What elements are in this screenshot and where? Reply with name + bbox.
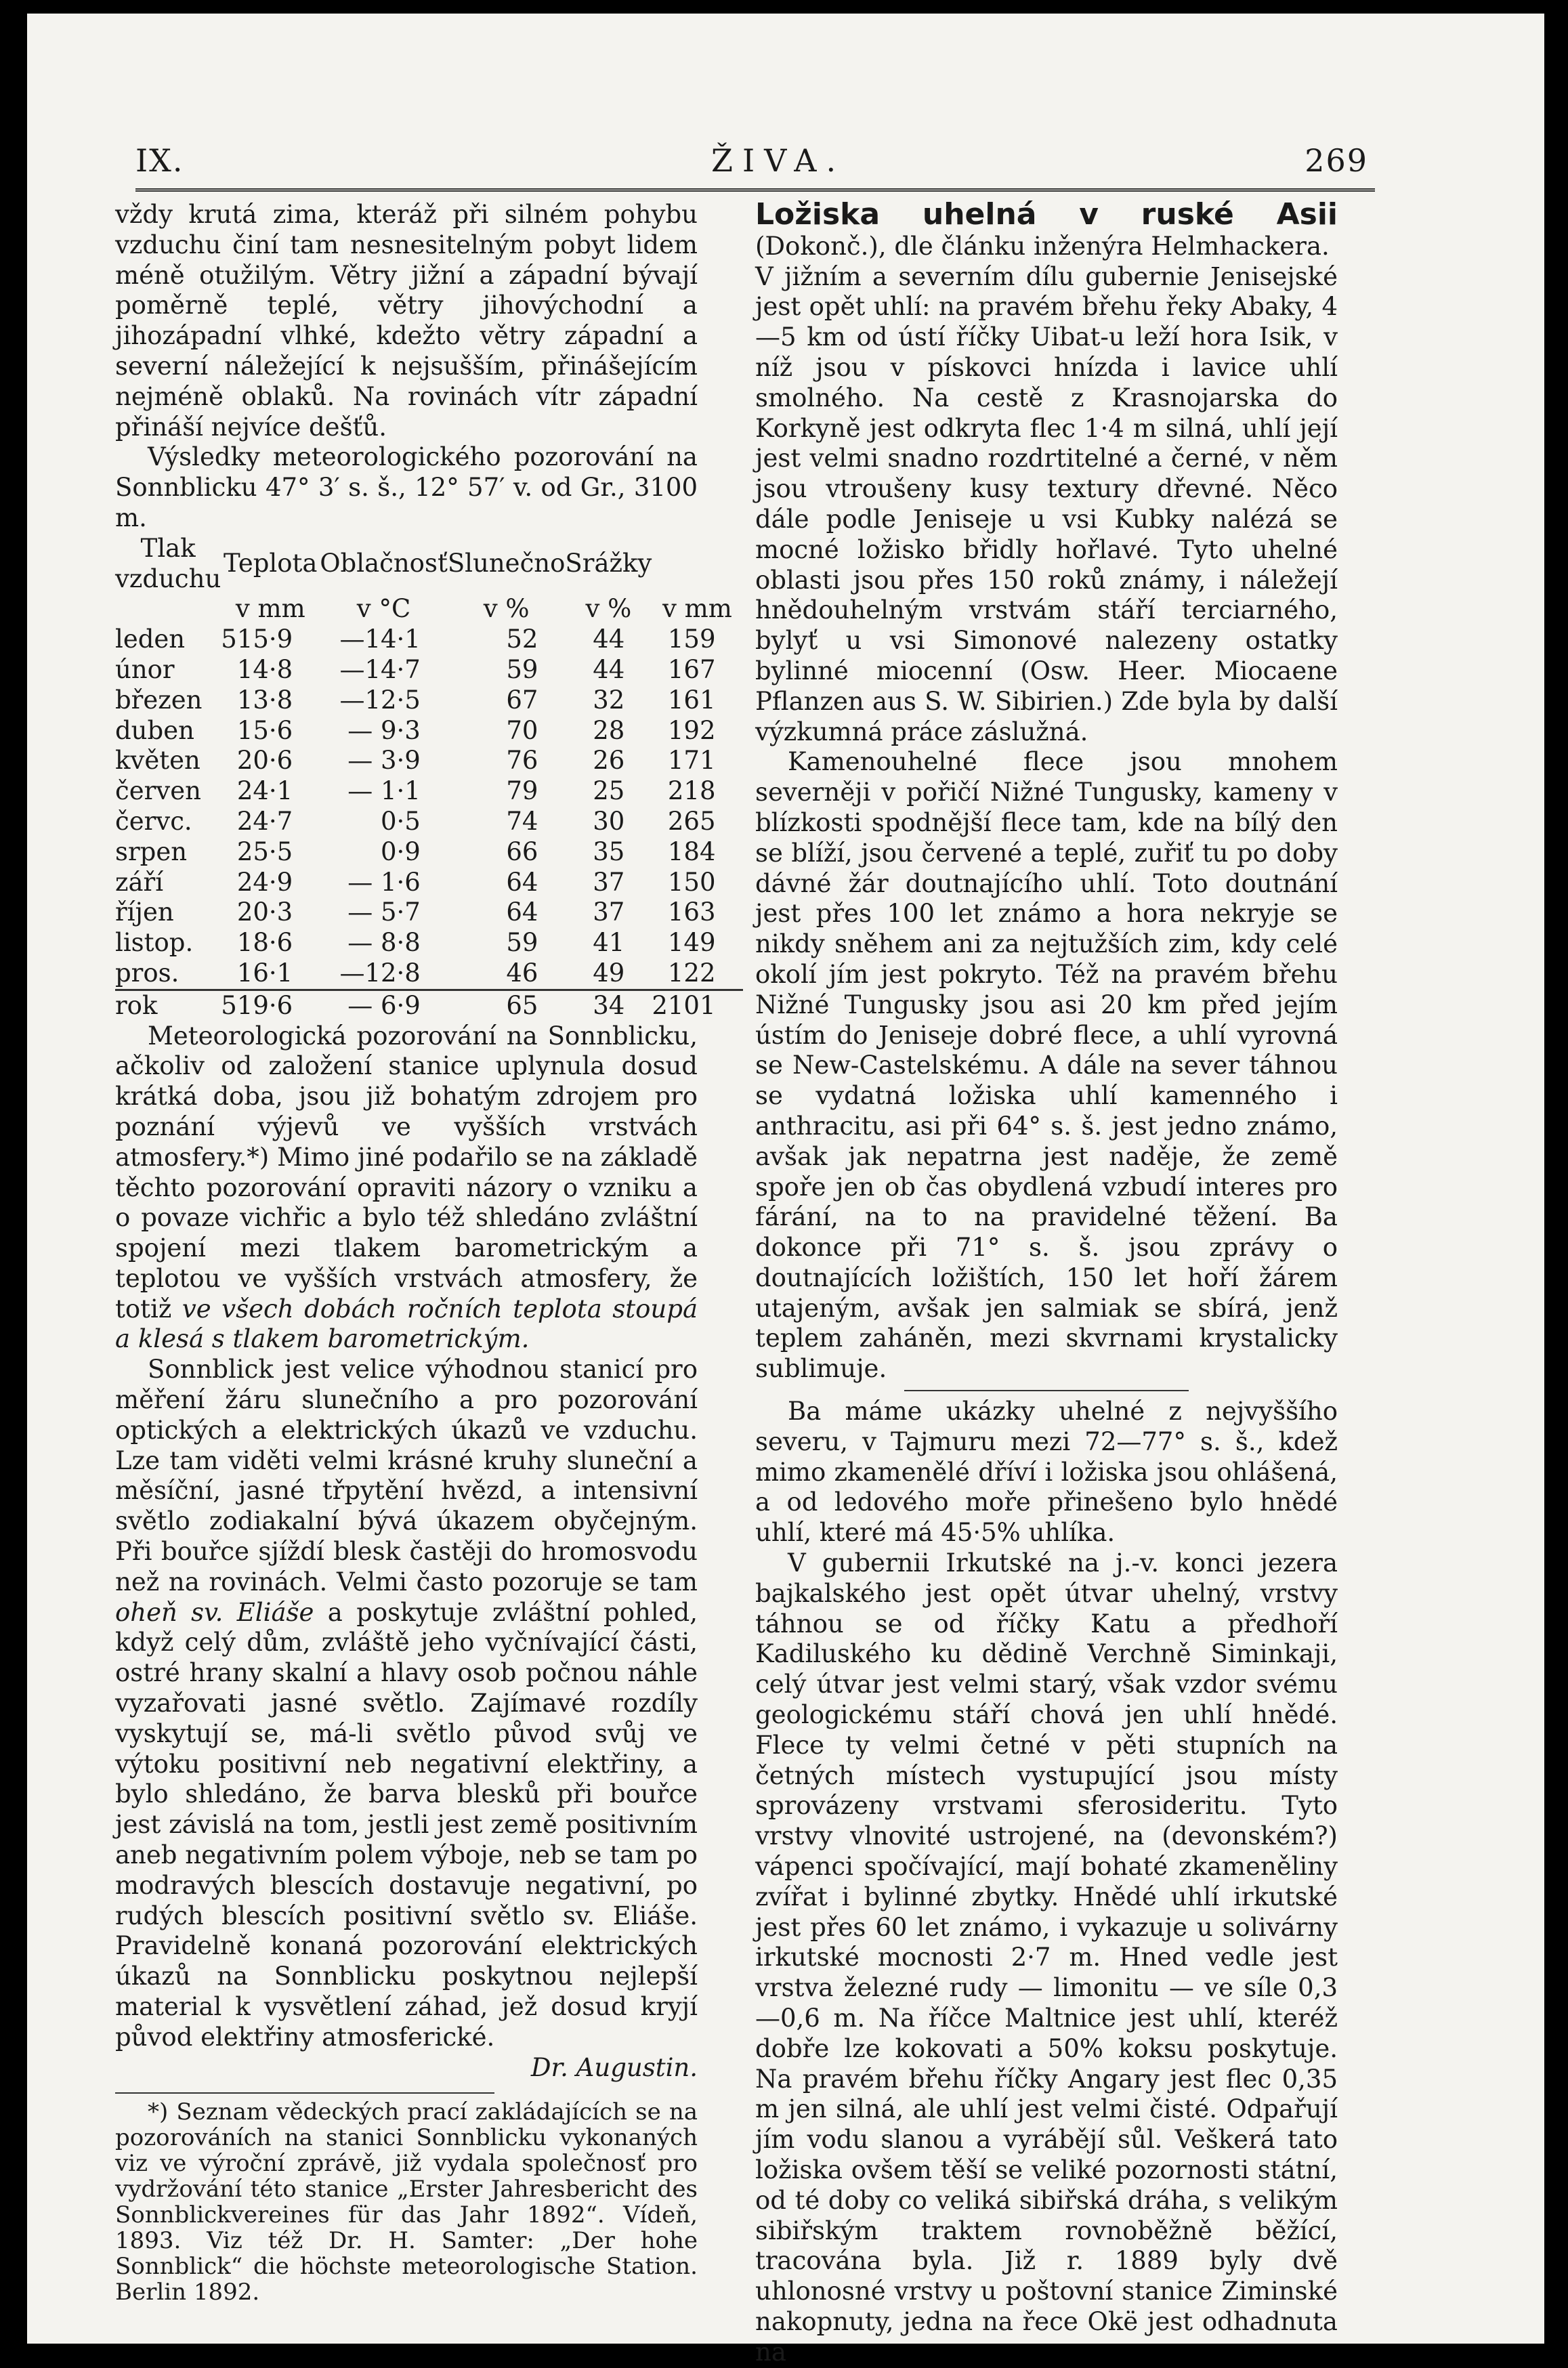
table-cell: 66 [506, 837, 538, 866]
table-cell: 0·9 [380, 837, 421, 866]
paragraph: vždy krutá zima, kteráž při silném pohybu vzduchu činí tam nesnesitelným pobyt lidem méně otužilým. Větry jižní a západní bývají poměrně teplé, větry jihovýchodní a jihozápadní vlhké, kdežto větry západní a severní náležející k nejsušším, přinášejícím nejméně oblaků. Na rovinách vítr západní přináší nejvíce dešťů. [115, 200, 698, 442]
table-cell: — 6·9 [320, 990, 448, 1021]
table-row [115, 807, 743, 837]
right-column [755, 197, 1338, 2368]
table-row [115, 655, 743, 685]
section-rule [904, 1390, 1189, 1391]
text-run: a poskytuje zvláštní pohled, když celý dům, zvláště jeho vyčnívající části, ostré hrany skalní a hlavy osob počnou náhle vyzařovati jasné světlo. Zajímavé rozdíly vyskytují se, má-li světlo původ svůj ve výtoku positivní neb negativní elektřiny, a bylo shledáno, že barva blesků při bouřce jest závislá na tom, jestli jest země positivním aneb negativním polem výboje, neb se tam po modravých blescích dostavuje negativní, po rudých blescích positivní světlo sv. Eliáše. Pravidelně konaná pozorování elektrických úkazů na Sonnblicku poskytnou nejlepší material k vysvětlení záhad, jež dosud kryjí původ elektřiny atmosferické. [115, 1597, 698, 2052]
table-header-row [115, 534, 743, 595]
table-cell: —12·8 [339, 958, 421, 988]
paragraph: Ba máme ukázky uhelné z nejvyššího severu, v Tajmuru mezi 72—77° s. š., kdež mimo zkamenělé dříví i ložiska jsou ohlášená, a od ledového moře přinešeno bylo hnědé uhlí, které má 45·5% uhlíka. [755, 1397, 1338, 1548]
table-cell: 515·9 [221, 625, 293, 654]
table-cell: 171 [667, 746, 716, 776]
author-signature: Dr. Augustin. [530, 2052, 698, 2082]
table-caption: Výsledky meteorologického pozorování na Sonnblicku 47° 3′ s. š., 12° 57′ v. od Gr., 3100 m. [115, 442, 698, 532]
table-cell: 28 [593, 715, 625, 745]
table-cell: rok [115, 990, 221, 1021]
journal-title: ŽIVA. [711, 142, 846, 179]
table-cell: 64 [506, 867, 538, 897]
header-rule [135, 188, 1375, 192]
table-header: Srážky [565, 549, 652, 578]
table-cell: 70 [506, 715, 538, 745]
footnote: *) Seznam vědeckých prací zakládajících se na pozorováních na stanici Sonnblicku vykonaných viz ve výroční zprávě, již vydala společnosť pro vydržování této stanice „Erster Jahresbericht des Sonnblickvereines für das Jahr 1892“. Vídeň, 1893. Viz též Dr. H. Samter: „Der hohe Sonnblick“ die höchste meteorologische Station. Berlin 1892. [115, 2098, 698, 2306]
unit-cell: v mm [662, 594, 732, 624]
table-header: Tlak vzduchu [115, 533, 221, 593]
table-cell: 59 [506, 928, 538, 958]
table-cell: 163 [667, 897, 716, 927]
table-cell: 16·1 [236, 958, 293, 988]
table-cell: — 1·6 [347, 867, 421, 897]
table-cell: červc. [115, 806, 192, 836]
paragraph: V jižním a severním dílu gubernie Jenisejské jest opět uhlí: na pravém břehu řeky Abaky, 4—5 km od ústí říčky Uibat-u leží hora Isik, v níž jsou v pískovci hnízda i lavice uhlí smolného. Na cestě z Krasnojarska do Korkyně jest odkryta flec 1·4 m silná, uhlí její jest velmi snadno rozdrtitelné a černé, v něm jsou vtroušeny kusy textury dřevné. Něco dále podle Jeniseje u vsi Kubky nalézá se mocné ložisko břidly hořlavé. Tyto uhelné oblasti jsou přes 150 roků známy, i náležejí hnědouhelným vrstvám stáří terciarného, bylyť u vsi Simonové nalezeny ostatky bylinné miocenní (Osw. Heer. Miocaene Pflanzen aus S. W. Sibirien.) Zde byla by další výzkumná práce záslužná. [755, 261, 1338, 746]
table-row [115, 776, 743, 807]
article-subtitle: (Dokonč.), dle článku inženýra Helmhackera. [755, 231, 1330, 261]
table-cell: 76 [506, 746, 538, 776]
table-row [115, 897, 743, 928]
table-cell: 41 [593, 928, 625, 958]
table-cell: 25·5 [236, 837, 293, 866]
table-cell: 218 [667, 776, 716, 806]
table-cell: listop. [115, 928, 194, 958]
table-row [115, 868, 743, 898]
table-cell: duben [115, 715, 194, 745]
table-row [115, 928, 743, 958]
table-cell: pros. [115, 958, 179, 988]
table-cell: únor [115, 654, 175, 684]
table-cell: březen [115, 685, 203, 715]
table-row [115, 958, 743, 990]
table-header: Oblačnosť [320, 549, 448, 578]
table-cell: 37 [593, 897, 625, 927]
table-cell: leden [115, 625, 186, 654]
table-cell: 59 [506, 654, 538, 684]
table-cell: 34 [565, 990, 652, 1021]
table-header: Slunečno [447, 549, 566, 578]
table-cell: září [115, 867, 164, 897]
table-cell: 35 [593, 837, 625, 866]
paragraph: Kamenouhelné flece jsou mnohem severněji v pořičí Nižné Tungusky, kameny v blízkosti spodnější flece tam, kde na bílý den se blíží, jsou červené a teplé, zuřiť tu po doby dávné žár doutnajícího uhlí. Toto doutnání jest přes 100 let známo a hora nekryje se nikdy sněhem ani za nejtužších zim, kdy celé okolí jím jest pokryto. Též na pravém břehu Nižné Tungusky jsou asi 20 km před jejím ústím do Jeniseje dobré flece, a uhlí vyrovná se New-Castelskému. A dále na sever táhnou se vydatná ložiska uhlí kamenného i anthracitu, asi při 64° s. š. jest jedno známo, avšak jak nepatrna jest naděje, že země spoře jen ob čas obydlená vzbudí interes pro fárání, na to na pravidelné těžení. Ba dokonce při 71° s. š. jsou zprávy o doutnajících ložištích, 150 let hoří žárem utajeným, avšak jen salmiak se sbírá, jenž teplem zaháněn, mezi skvrnami krystalicky sublimuje. [755, 747, 1338, 1384]
table-cell: 44 [593, 654, 625, 684]
table-cell: 52 [506, 625, 538, 654]
table-cell: 37 [593, 867, 625, 897]
paragraph: V gubernii Irkutské na j.-v. konci jezera bajkalského jest opět útvar uhelný, vrstvy táhnou se od říčky Katu a předhoří Kadiluského ku dědině Verchně Siminkaji, celý útvar jest velmi starý, však vzdor svému geologickému stáří chová jen uhlí hnědé. Flece ty velmi četné v pěti stupních na četných místech vystupující jsou místy sprovázeny vrstvami sferosideritu. Tyto vrstvy vlnovité ustrojené, na (devonském?) vápenci spočívající, mají bohaté zkameněliny zvířat i bylinné zbytky. Hnědé uhlí irkutské jest přes 60 let známo, i vykazuje u solivárny irkutské mocnosti 2·7 m. Hned vedle jest vrstva železné rudy — limonitu — ve síle 0,3—0,6 m. Na říčce Maltnice jest uhlí, kteréž dobře lze kokovati a 50% koksu poskytuje. Na pravém břehu říčky Angary jest flec 0,35 m jen silná, ale uhlí jest velmi čisté. Odpařují jím vodu slanou a vyrábějí sůl. Veškerá tato ložiska ovšem těší se veliké pozornosti státní, od té doby co veliká sibiřská dráha, s velikým sibiřským traktem rovnoběžně běžící, tracována byla. Již r. 1889 byly dvě uhlonosné vrstvy u poštovní stanice Ziminské nakopnuty, jedna na řece Okë jest odhadnuta na [755, 1548, 1338, 2367]
table-cell: 192 [667, 715, 716, 745]
table-row [115, 746, 743, 776]
table-cell: — 3·9 [347, 746, 421, 776]
table-cell: 149 [667, 928, 716, 958]
table-cell: 161 [667, 685, 716, 715]
italic-text: ve všech dobách ročních teplota stoupá a klesá s tlakem barometrickým. [115, 1294, 698, 1354]
table-header: Teplota [224, 549, 318, 578]
article-title: Ložiska uhelná v ruské Asii [755, 197, 1338, 232]
table-cell: 13·8 [236, 685, 293, 715]
volume-number: IX. [135, 142, 184, 179]
table-cell: 26 [593, 746, 625, 776]
table-cell: —12·5 [339, 685, 421, 715]
table-cell: 2101 [652, 990, 742, 1021]
table-cell: 67 [506, 685, 538, 715]
table-cell: 14·8 [236, 654, 293, 684]
table-cell: 167 [667, 654, 716, 684]
meteo-table [115, 534, 743, 1021]
table-cell: — 1·1 [347, 776, 421, 806]
table-cell: — 9·3 [347, 715, 421, 745]
table-cell: květen [115, 746, 200, 776]
table-cell: 15·6 [236, 715, 293, 745]
table-cell: 159 [667, 625, 716, 654]
table-cell: 44 [593, 625, 625, 654]
table-cell: — 5·7 [347, 897, 421, 927]
paragraph [115, 1355, 698, 2052]
table-cell: říjen [115, 897, 174, 927]
table-cell: 150 [667, 867, 716, 897]
unit-cell: v °C [356, 594, 411, 624]
paragraph [115, 1021, 698, 1355]
table-row [115, 837, 743, 868]
italic-text: oheň sv. Eliáše [115, 1597, 314, 1627]
total-row [115, 990, 743, 1021]
table-cell: 64 [506, 897, 538, 927]
table-cell: 122 [667, 958, 716, 988]
unit-cell: v % [585, 594, 632, 624]
table-row [115, 716, 743, 746]
table-cell: 519·6 [221, 990, 320, 1021]
left-column [115, 200, 732, 2306]
table-cell: 79 [506, 776, 538, 806]
footnote-rule [115, 2092, 494, 2094]
table-cell: 32 [593, 685, 625, 715]
page-number: 269 [1305, 142, 1368, 179]
table-cell: 24·9 [236, 867, 293, 897]
table-cell: 49 [593, 958, 625, 988]
table-cell: červen [115, 776, 201, 806]
table-row [115, 625, 743, 655]
table-cell: —14·7 [339, 654, 421, 684]
unit-cell: v mm [235, 594, 305, 624]
table-cell: —14·1 [339, 625, 421, 654]
table-unit-row [115, 594, 743, 625]
text-run: Meteorologická pozorování na Sonnblicku, ačkoliv od založení stanice uplynula dosud krátká doba, jsou již bohatým zdrojem pro poznání výjevů ve vyšších vrstvách atmosfery.*) Mimo jiné podařilo se na základě těchto pozorování opraviti názory o vzniku a o povaze vichřic a bylo též shledáno zvláštní spojení mezi tlakem barometrickým a teplotou ve vyšších vrstvách atmosfery, že totiž [115, 1021, 698, 1324]
table-cell: 25 [593, 776, 625, 806]
table-cell: 30 [593, 806, 625, 836]
article-heading [755, 197, 1338, 262]
table-cell: 20·6 [236, 746, 293, 776]
table-cell: 18·6 [236, 928, 293, 958]
table-cell: 46 [506, 958, 538, 988]
table-cell: 24·1 [236, 776, 293, 806]
unit-cell: v % [483, 594, 530, 624]
table-cell: 20·3 [236, 897, 293, 927]
running-header [135, 129, 1368, 190]
text-run: Sonnblick jest velice výhodnou stanicí pro měření žáru slunečního a pro pozorování optických a elektrických úkazů ve vzduchu. Lze tam viděti velmi krásné kruhy sluneční a měsíční, jasné třpytění hvězd, a intensivní světlo zodiakalní bývá úkazem obyčejným. Při bouřce sjíždí blesk častěji do hromosvodu než na rovinách. Velmi často pozoruje se tam [115, 1355, 698, 1597]
table-cell: 0·5 [380, 806, 421, 836]
table-cell: 24·7 [236, 806, 293, 836]
table-cell: 184 [667, 837, 716, 866]
table-cell: 74 [506, 806, 538, 836]
table-cell: 65 [448, 990, 566, 1021]
table-cell: srpen [115, 837, 188, 866]
table-cell: 265 [667, 806, 716, 836]
table-row [115, 685, 743, 716]
table-cell: — 8·8 [347, 928, 421, 958]
